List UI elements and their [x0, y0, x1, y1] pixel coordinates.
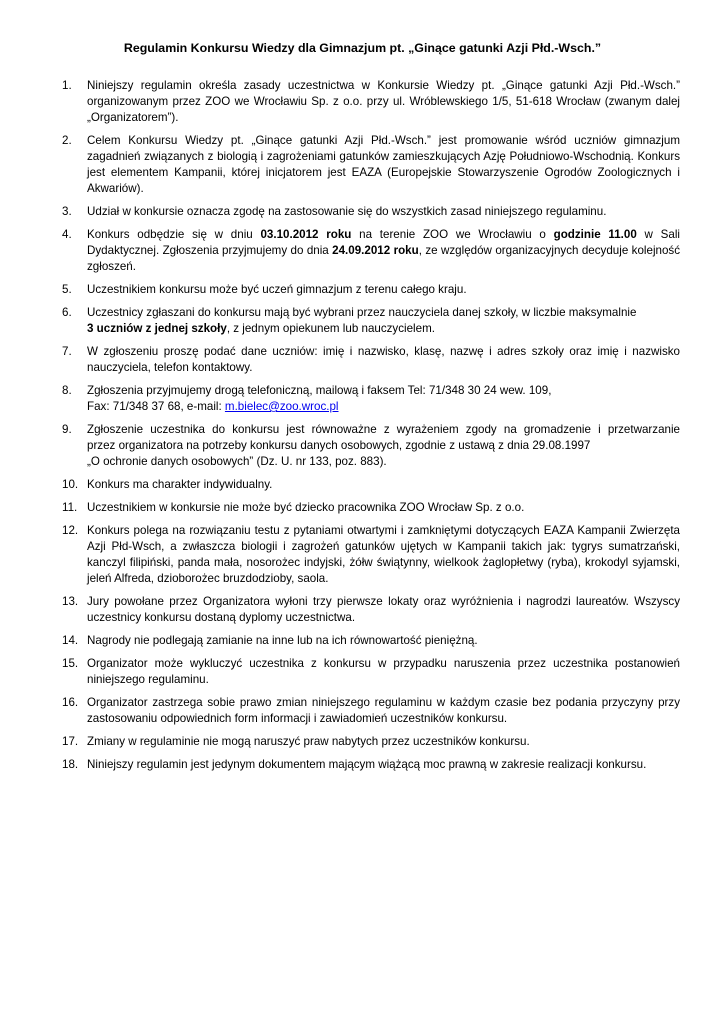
- bold-time: godzinie 11.00: [553, 228, 637, 241]
- rules-list: [62, 78, 680, 780]
- text-line: „O ochronie danych osobowych” (Dz. U. nr 133, poz. 883).: [87, 455, 387, 468]
- text-line: Zgłoszenie uczestnika do konkursu jest równoważne z wyrażeniem zgody na gromadzenie i przetwarzanie: [87, 423, 680, 436]
- list-item: [62, 523, 680, 587]
- list-item: [62, 344, 680, 376]
- item-text: Udział w konkursie oznacza zgodę na zastosowanie się do wszystkich zasad niniejszego regulaminu.: [87, 205, 607, 218]
- item-number: 18.: [62, 758, 79, 771]
- list-item: [62, 204, 680, 220]
- item-text: Uczestnikiem w konkursie nie może być dziecko pracownika ZOO Wrocław Sp. z o.o.: [87, 501, 525, 514]
- item-number: 6.: [62, 306, 72, 319]
- list-item: [62, 594, 680, 626]
- item-text: Uczestnikiem konkursu może być uczeń gimnazjum z terenu całego kraju.: [87, 283, 467, 296]
- list-item: [62, 282, 680, 298]
- list-item: [62, 78, 680, 126]
- item-text: Zmiany w regulaminie nie mogą naruszyć praw nabytych przez uczestników konkursu.: [87, 735, 530, 748]
- item-text: [87, 227, 680, 275]
- item-number: 5.: [62, 283, 72, 296]
- item-number: 4.: [62, 228, 72, 241]
- bold-date: 03.10.2012 roku: [260, 228, 352, 241]
- list-item: [62, 734, 680, 750]
- document-title: Regulamin Konkursu Wiedzy dla Gimnazjum pt. „Ginące gatunki Azji Płd.-Wsch.”: [123, 41, 602, 55]
- item-number: 17.: [62, 735, 79, 748]
- item-number: 13.: [62, 595, 79, 608]
- item-text: Niniejszy regulamin jest jedynym dokumentem mającym wiążącą moc prawną w zakresie realizacji konkursu.: [87, 758, 647, 771]
- item-number: 11.: [62, 501, 78, 514]
- item-text: Niniejszy regulamin określa zasady uczestnictwa w Konkursie Wiedzy pt. „Ginące gatunki Azji Płd.-Wsch.” organizowanym przez ZOO we Wrocławiu Sp. z o.o. przy ul. Wróblewskiego 1/5, 51-618 Wrocław (zwanym dalej „Organizatorem”).: [87, 79, 680, 124]
- item-text: Jury powołane przez Organizatora wyłoni trzy pierwsze lokaty oraz wyróżnienia i nagrodzi laureatów. Wszyscy uczestnicy konkursu dostaną dyplomy uczestnictwa.: [87, 595, 680, 624]
- item-text: Organizator może wykluczyć uczestnika z konkursu w przypadku naruszenia przez uczestnika postanowień niniejszego regulaminu.: [87, 657, 680, 686]
- text-segment: Konkurs odbędzie się w dniu: [87, 228, 261, 241]
- item-number: 12.: [62, 524, 79, 537]
- item-text: [87, 305, 680, 337]
- bold-limit: 3 uczniów z jednej szkoły: [87, 322, 227, 335]
- item-text: Celem Konkursu Wiedzy pt. „Ginące gatunki Azji Płd.-Wsch.” jest promowanie wśród uczniów gimnazjum zagadnień związanych z biologią i zagrożeniami gatunków zamieszkujących Azję Południowo-Wschodnią. Konkurs jest elementem Kampanii, której inicjatorem jest EAZA (Europejskie Stowarzyszenie Ogrodów Zoologicznych i Akwariów).: [87, 134, 680, 195]
- text-segment: , ze względów organizacyjnych decyduje kolejność zgłoszeń.: [87, 244, 681, 273]
- item-number: 16.: [62, 696, 79, 709]
- text-line: Zgłoszenia przyjmujemy drogą telefoniczną, mailową i faksem Tel: 71/348 30 24 wew. 109,: [87, 384, 552, 397]
- list-item: [62, 757, 680, 773]
- list-item: [62, 422, 680, 470]
- text-segment: , z jednym opiekunem lub nauczycielem.: [226, 322, 435, 335]
- item-number: 1.: [62, 79, 72, 92]
- text-line: [87, 399, 680, 415]
- item-text: Konkurs polega na rozwiązaniu testu z pytaniami otwartymi i zamkniętymi dotyczących EAZA Kampanii Zwierzęta Azji Płd-Wsch, a zwłaszcza biologii i zagrożeń gatunków ujętych w Kampanii takich jak: tygrys sumatrzański, kanczyl filipiński, panda mała, nosorożec indyjski, żółw świątynny, wielkook żaglopłetwy (ryba), krokodyl syjamski, jeleń Alfreda, dzioborożec bruzdodzioby, saola.: [87, 524, 680, 585]
- text-line: przez organizatora na potrzeby konkursu danych osobowych, zgodnie z ustawą z dnia 29.08.1997: [87, 439, 591, 452]
- item-number: 10.: [62, 478, 79, 491]
- text-line: Uczestnicy zgłaszani do konkursu mają być wybrani przez nauczyciela danej szkoły, w liczbie maksymalnie: [87, 306, 637, 319]
- item-text: Organizator zastrzega sobie prawo zmian niniejszego regulaminu w każdym czasie bez podania przyczyny przy zastosowaniu odpowiednich form informacji i zawiadomień uczestników konkursu.: [87, 696, 680, 725]
- list-item: [62, 633, 680, 649]
- item-number: 2.: [62, 134, 72, 147]
- item-number: 7.: [62, 345, 72, 358]
- item-number: 8.: [62, 384, 72, 397]
- list-item: [62, 695, 680, 727]
- bold-deadline: 24.09.2012 roku: [332, 244, 419, 257]
- item-text: Konkurs ma charakter indywidualny.: [87, 478, 273, 491]
- item-number: 15.: [62, 657, 79, 670]
- item-number: 14.: [62, 634, 79, 647]
- item-text: W zgłoszeniu proszę podać dane uczniów: imię i nazwisko, klasę, nazwę i adres szkoły oraz imię i nazwisko nauczyciela, telefon kontaktowy.: [87, 345, 680, 374]
- list-item: [62, 500, 680, 516]
- item-number: 3.: [62, 205, 72, 218]
- list-item: [62, 227, 680, 275]
- list-item: [62, 477, 680, 493]
- list-item: [62, 383, 680, 415]
- text-segment: na terenie ZOO we Wrocławiu o: [351, 228, 554, 241]
- list-item: [62, 305, 680, 337]
- item-text: [87, 422, 680, 470]
- text-segment: Fax: 71/348 37 68, e-mail:: [87, 400, 225, 413]
- email-link[interactable]: m.bielec@zoo.wroc.pl: [224, 400, 339, 413]
- item-number: 9.: [62, 423, 72, 436]
- item-text: [87, 383, 680, 415]
- list-item: [62, 133, 680, 197]
- text-segment: w Sali Dydaktycznej. Zgłoszenia przyjmujemy do dnia: [87, 228, 680, 257]
- item-text: Nagrody nie podlegają zamianie na inne lub na ich równowartość pieniężną.: [87, 634, 478, 647]
- list-item: [62, 656, 680, 688]
- text-line: [87, 321, 680, 337]
